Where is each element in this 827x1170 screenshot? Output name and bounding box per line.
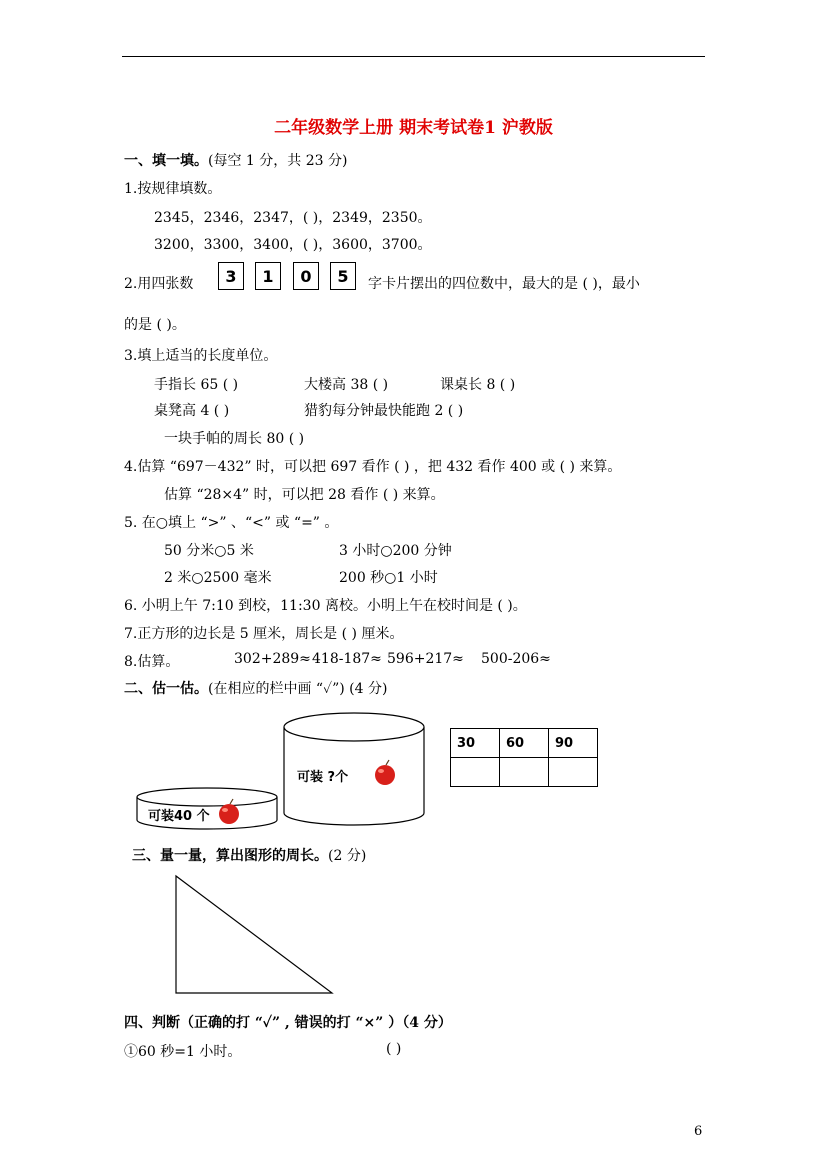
- number-card-3: 3: [218, 262, 244, 290]
- q8-item: 418-187≈: [312, 651, 382, 667]
- table-row: [451, 729, 598, 758]
- q6: 6. 小明上午 7:10 到校，11:30 离校。小明上午在校时间是 ( )。: [124, 598, 527, 614]
- section3-score: (2 分): [328, 848, 367, 864]
- q4-line2: 估算 “28×4” 时，可以把 28 看作 ( ) 来算。: [164, 487, 445, 503]
- q5-label: 5. 在○填上 “>” 、“<” 或 “=” 。: [124, 515, 339, 531]
- q2-prefix: 2.用四张数: [124, 276, 194, 292]
- section1-heading: 一、填一填。: [124, 153, 208, 169]
- s4-q1: ①60 秒=1 小时。: [124, 1044, 242, 1060]
- section4-heading: 四、判断（正确的打 “✓” , 错误的打 “×” ）（4 分）: [124, 1015, 452, 1031]
- q1-line2: 3200，3300，3400，( )，3600，3700。: [154, 237, 432, 253]
- q3-item: 猎豹每分钟最快能跑 2 ( ): [304, 403, 464, 419]
- page-title: 二年级数学上册 期末考试卷1 沪教版: [274, 118, 553, 138]
- section1-heading-line: [124, 150, 347, 170]
- option-30: 30: [451, 729, 500, 758]
- q2-suffix: 字卡片摆出的四位数中，最大的是 ( )，最小: [368, 276, 640, 292]
- number-card-1: 1: [255, 262, 281, 290]
- number-card-5: 5: [330, 262, 356, 290]
- answer-cell-90[interactable]: [549, 758, 598, 787]
- section2-note: (在相应的栏中画 “✓”) (4 分): [208, 681, 388, 697]
- q1-line1: 2345，2346，2347，( )，2349，2350。: [154, 210, 432, 226]
- q7: 7.正方形的边长是 5 厘米，周长是 ( ) 厘米。: [124, 626, 404, 642]
- s4-q1-answer-blank[interactable]: ( ): [386, 1041, 402, 1057]
- q1-label: 1.按规律填数。: [124, 181, 222, 197]
- header-rule: [122, 56, 705, 57]
- q3-item: 桌凳高 4 ( ): [154, 403, 230, 419]
- q5-item: 200 秒○1 小时: [339, 570, 438, 586]
- q5-item: 2 米○2500 毫米: [164, 570, 272, 586]
- option-60: 60: [500, 729, 549, 758]
- q8-item: 302+289≈: [234, 651, 311, 667]
- option-90: 90: [549, 729, 598, 758]
- answer-cell-30[interactable]: [451, 758, 500, 787]
- q5-item: 3 小时○200 分钟: [339, 543, 452, 559]
- table-row: [451, 758, 598, 787]
- section3-heading: 三、量一量，算出图形的周长。: [132, 848, 328, 864]
- q8-label: 8.估算。: [124, 654, 180, 670]
- answer-cell-60[interactable]: [500, 758, 549, 787]
- big-container-label: 可装 ?个: [297, 770, 349, 785]
- q8-item: 596+217≈: [387, 651, 464, 667]
- q8-item: 500-206≈: [481, 651, 551, 667]
- q2-line2: 的是 ( )。: [124, 317, 186, 333]
- q4-line1: 4.估算 “697－432” 时，可以把 697 看作 ( ) ，把 432 看作 400 或 ( ) 来算。: [124, 459, 622, 475]
- triangle-figure: [170, 870, 340, 998]
- small-container-label: 可装40 个: [148, 809, 210, 824]
- section2-heading-line: [124, 678, 387, 698]
- page-number: 6: [694, 1124, 703, 1139]
- section3-heading-line: [132, 845, 366, 865]
- section1-score: (每空 1 分，共 23 分): [208, 153, 348, 169]
- q3-item: 一块手帕的周长 80 ( ): [164, 431, 305, 447]
- q5-item: 50 分米○5 米: [164, 543, 254, 559]
- right-triangle: [176, 876, 332, 993]
- number-card-0: 0: [293, 262, 319, 290]
- q3-item: 大楼高 38 ( ): [304, 377, 389, 393]
- q3-label: 3.填上适当的长度单位。: [124, 348, 278, 364]
- q3-item: 手指长 65 ( ): [154, 377, 239, 393]
- section2-heading: 二、估一估。: [124, 681, 208, 697]
- estimate-table: [450, 728, 598, 787]
- q3-item: 课桌长 8 ( ): [440, 377, 516, 393]
